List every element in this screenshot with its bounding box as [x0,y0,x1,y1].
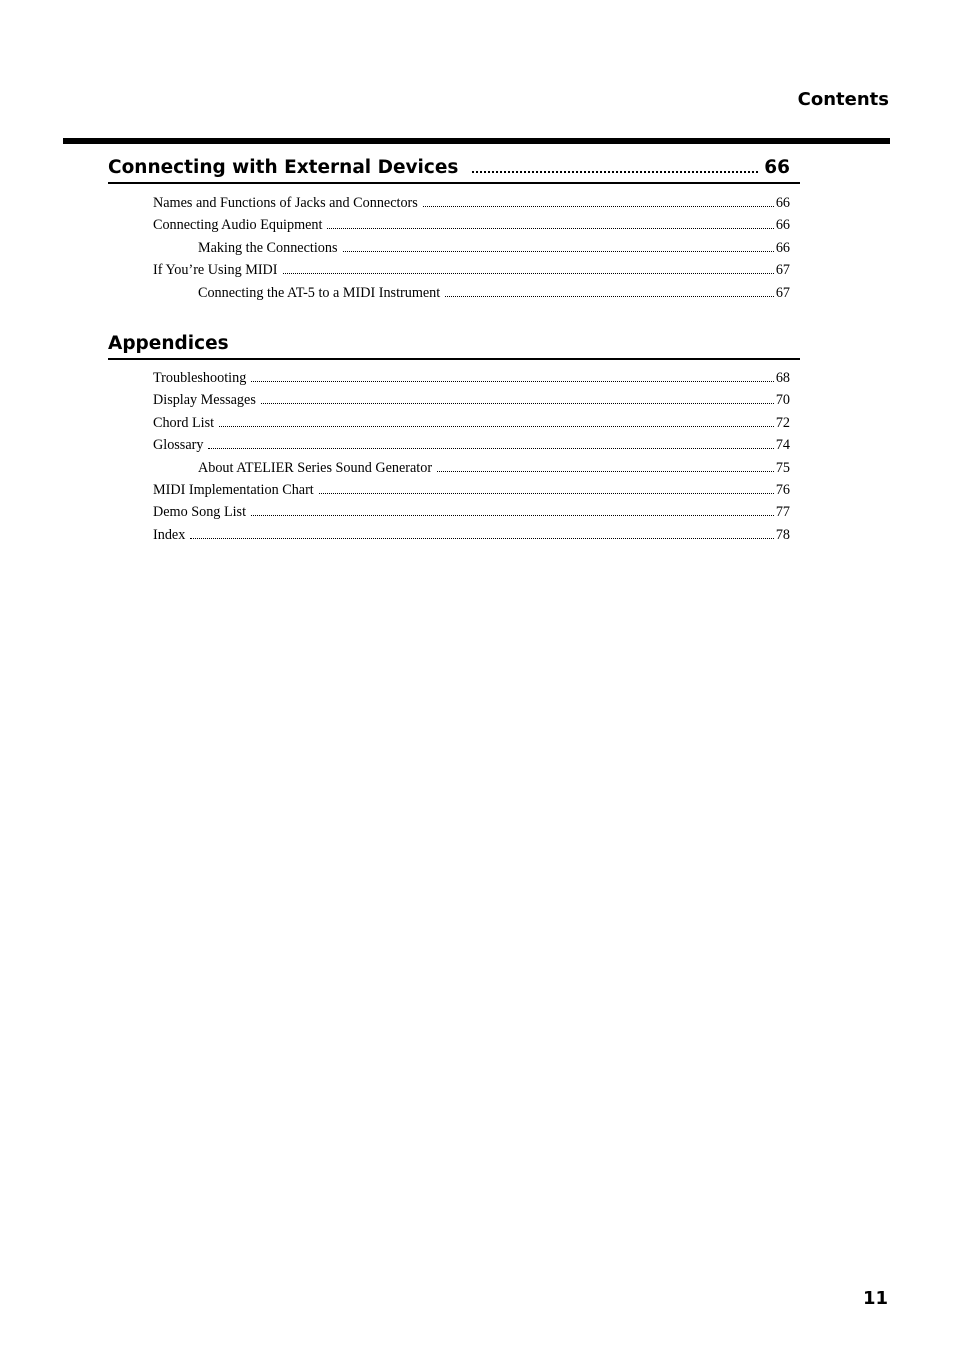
toc-entry-label: If You’re Using MIDI [153,262,278,279]
toc-subentry[interactable] [153,237,790,259]
toc-entry[interactable] [153,367,790,389]
toc-entry[interactable] [153,389,790,411]
toc-entry-page: 66 [775,195,790,211]
toc-entry[interactable] [153,434,790,456]
toc-entry-label: About ATELIER Series Sound Generator [198,459,433,476]
dot-leader [190,538,774,539]
toc-entry-page: 78 [775,526,790,543]
dot-leader [319,493,774,494]
toc-entry-label: Connecting the AT-5 to a MIDI Instrument [198,284,441,301]
section-page: 66 [764,157,790,178]
toc-entry-page: 66 [775,239,790,256]
toc-entry-page: 67 [775,262,790,279]
toc-entry-label: MIDI Implementation Chart [153,481,314,498]
toc-entry[interactable] [153,501,790,523]
toc-entry-label: Troubleshooting [153,370,247,386]
toc-entry[interactable] [153,259,790,281]
dot-leader [283,273,774,274]
toc-entry-label: Demo Song List [153,504,247,521]
section-heading-appendices[interactable] [108,332,800,360]
toc-entry-page: 77 [775,504,790,521]
toc-subentry[interactable] [153,457,790,479]
dot-leader [343,251,774,252]
toc-entry-page: 68 [775,370,790,386]
toc-list-appendices [153,367,790,546]
toc-entry-label: Names and Functions of Jacks and Connectors [153,195,418,211]
dot-leader [445,296,774,297]
toc-entry-page: 72 [775,414,790,431]
dot-leader [437,471,774,472]
toc-entry-label: Connecting Audio Equipment [153,217,323,234]
toc-entry-label: Chord List [153,414,215,431]
page-header-title: Contents [797,89,889,110]
section-heading-external-devices[interactable] [108,156,800,184]
toc-entry-page: 75 [775,459,790,476]
toc-entry-page: 70 [775,392,790,409]
dot-leader [327,228,773,229]
toc-entry[interactable] [153,214,790,236]
toc-list-external-devices [153,192,790,304]
toc-subentry[interactable] [153,282,790,304]
dot-leader [208,448,773,449]
dot-leader [261,403,774,404]
section-title: Appendices [108,333,229,354]
toc-entry-page: 67 [775,284,790,301]
toc-entry[interactable] [153,412,790,434]
dot-leader [472,171,758,173]
toc-entry-label: Glossary [153,437,204,454]
toc-entry-page: 66 [775,217,790,234]
dot-leader [219,426,774,427]
toc-entry-page: 76 [775,481,790,498]
toc-entry-label: Index [153,526,186,543]
toc-entry-page: 74 [775,437,790,454]
dot-leader [251,515,774,516]
page-number: 11 [862,1288,888,1309]
dot-leader [423,206,774,207]
dot-leader [251,381,774,382]
toc-entry[interactable] [153,479,790,501]
toc-entry-label: Display Messages [153,392,256,409]
header-rule [63,138,890,144]
toc-entry-label: Making the Connections [198,239,338,256]
toc-entry[interactable] [153,192,790,214]
section-title: Connecting with External Devices [108,157,459,178]
toc-entry[interactable] [153,524,790,546]
